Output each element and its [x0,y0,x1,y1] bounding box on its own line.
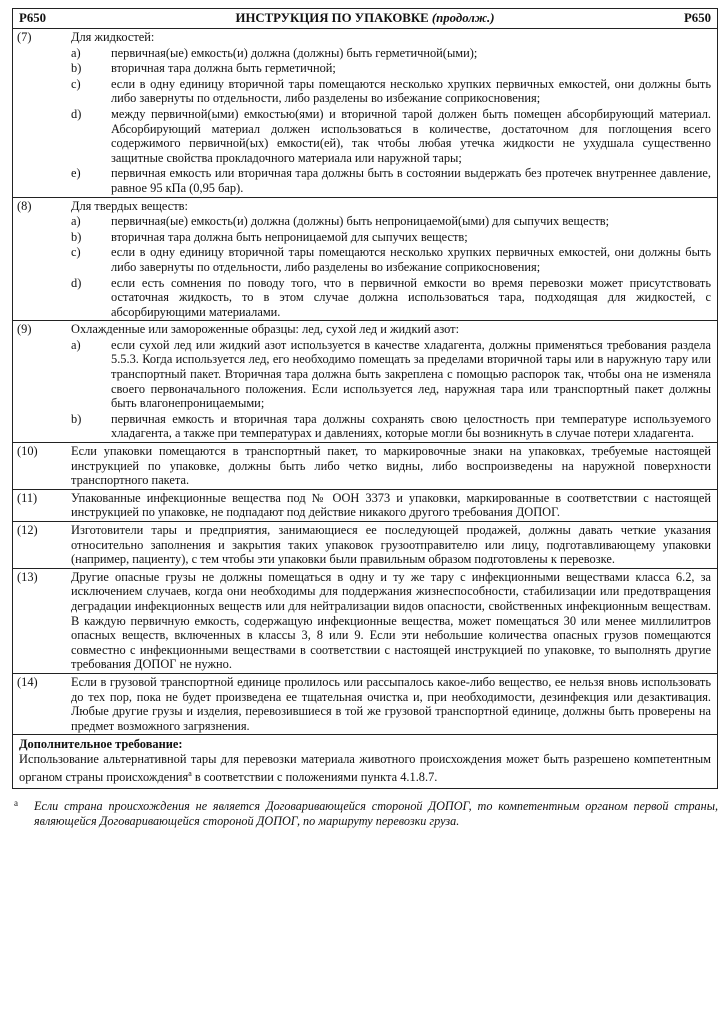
item-letter: c) [71,76,81,91]
item-letter: a) [71,214,81,229]
additional-title: Дополнительное требование: [19,737,183,752]
item-letter: b) [71,229,82,244]
section-12 [13,522,717,569]
list-item [71,214,711,229]
list-item [71,230,711,245]
item-letter: a) [71,337,81,352]
code-right: P650 [683,11,711,26]
item-letter: d) [71,106,82,121]
list-item [71,46,711,61]
item-text: первичная(ые) емкость(и) должна (должны) быть непроницаемой(ыми) для сыпучих веществ; [111,214,610,229]
item-text: первичная(ые) емкость(и) должна (должны) быть герметичной(ыми); [111,45,478,60]
item-text: первичная емкость или вторичная тара должны быть в состоянии выдержать без протечек внутреннее давление, равное 95 кПа (0,95 бар). [111,166,711,195]
item-text: вторичная тара должна быть непроницаемой для сыпучих веществ; [111,229,468,244]
list-item [71,338,711,411]
additional-requirement [13,735,717,788]
section-intro: Охлажденные или замороженные образцы: лед, сухой лед и жидкий азот: [71,322,460,337]
section-text: Упакованные инфекционные вещества под № ООН 3373 и упаковки, маркированные в соответствии с настоящей инструкцией по упаковке, не подпадают под действие никакого другого требования ДОПОГ. [71,490,711,520]
additional-text: Использование альтернативной тары для перевозки материала животного происхождения может быть разрешено компетентным органом страны происхождения$^a$ в соответствии с положениями пункта 4.1.8.7. [19,751,711,784]
section-text: Другие опасные грузы не должны помещаться в одну и ту же тару с инфекционными веществами класса 6.2, за исключением случаев, когда они необходимы для поддержания жизнеспособности, стабилизации или предотвращения деградации инфекционных веществ или для нейтрализации видов опасности, свойственных инфекционным веществам. В каждую первичную емкость, содержащую инфекционные вещества, может помещаться 30 или менее миллилитров опасных веществ, включенных в классы 3, 8 или 9. Если эти небольшие количества опасных грузов помещаются совместно с инфекционными веществами в соответствии с настоящей инструкцией по упаковке, то выполнять другие требования ДОПОГ не нужно. [71,569,711,672]
section-intro: Для твердых веществ: [71,198,188,213]
list-item [71,61,711,76]
section-number: (10) [17,444,38,459]
item-letter: b) [71,411,82,426]
section-text: Изготовители тары и предприятия, занимающиеся ее последующей продажей, должны давать четкие указания относительно заполнения и закрытия таких упаковок грузоотправителю или лицу, подготавливающему упаковки (например, пациенту), с тем чтобы эти упаковки были правильным образом подготовлены к перевозке. [71,523,711,567]
item-text: первичная емкость и вторичная тара должны сохранять свою целостность при температуре используемого хладагента, а также при температурах и давлениях, которые могли бы возникнуть в случае потери хладагента. [111,411,711,441]
item-letter: d) [71,275,82,290]
list-item [71,276,711,320]
list-item [71,77,711,106]
instruction-table [12,8,718,789]
section-number: (13) [17,569,38,584]
item-letter: a) [71,45,81,60]
page-title: ИНСТРУКЦИЯ ПО УПАКОВКЕ (продолж.) [235,11,495,26]
item-text: если есть сомнения по поводу того, что в первичной емкости во время перевозки может присутствовать остаточная жидкость, то в этом случае должна использоваться тара, подходящая для жидкостей, с абсорбирующими материалами. [111,275,711,319]
list-item [71,166,711,195]
section-number: (11) [17,490,38,505]
item-letter: c) [71,245,81,260]
item-text: если в одну единицу вторичной тары помещаются несколько хрупких первичных емкостей, они должны быть либо завернуты по отдельности, либо разделены во избежание соприкосновения; [111,245,711,274]
item-text: вторичная тара должна быть герметичной; [111,61,336,76]
item-letter: e) [71,166,81,181]
section-number: (12) [17,523,38,537]
list-item [71,245,711,274]
section-9 [13,321,717,443]
footnote-text: Если страна происхождения не является Договаривающейся стороной ДОПОГ, то компетентным органом первой страны, являющейся Договаривающейся стороной ДОПОГ, по маршруту перевозки груза. [34,799,718,828]
section-11 [13,490,717,522]
section-number: (7) [17,30,32,44]
list-item [71,412,711,441]
code-left: P650 [19,11,47,26]
item-letter: b) [71,61,82,76]
section-text: Если упаковки помещаются в транспортный пакет, то маркировочные знаки на упаковках, требуемые настоящей инструкцией по упаковке, должны быть либо четко видны, либо воспроизведены на наружной поверхности транспортного пакета. [71,444,711,488]
footnote-mark: a [14,798,18,809]
document-page [12,8,718,828]
table-header [13,9,717,29]
list-item [71,107,711,165]
section-14 [13,674,717,735]
section-10 [13,443,717,490]
footnote [12,799,718,828]
section-text: Если в грузовой транспортной единице пролилось или рассыпалось какое-либо вещество, ее нельзя вновь использовать до тех пор, пока не будет произведена ее тщательная очистка и, при необходимости, дезинфекция или дезактивация. Любые другие грузы и изделия, перевозившиеся в той же грузовой транспортной единице, должны быть проверены на предмет возможного загрязнения. [71,674,711,733]
sections-container [13,29,717,735]
section-8 [13,198,717,322]
section-7 [13,29,717,198]
item-text: между первичной(ыми) емкостью(ями) и вторичной тарой должен быть помещен абсорбирующий материал. Абсорбирующий материал должен использоваться в количестве, достаточном для поглощения всего содержимого первичной(ых) емкости(ей), так чтобы любая утечка жидкости не ухудшала существенно защитные свойства прокладочного материала или наружной тары; [111,106,711,165]
section-13 [13,569,717,674]
section-number: (9) [17,322,32,337]
section-number: (14) [17,674,38,689]
item-text: если сухой лед или жидкий азот используется в качестве хладагента, должны применяться требования раздела 5.5.3. Когда используется лед, его необходимо помещать за пределами вторичной тары или в наружную тару или транспортный пакет. Вторичная тара должна быть закреплена с помощью распорок так, чтобы она не изменяла своего первоначального положения. Если используется лед, наружная тара или транспортный пакет должны быть влагонепроницаемыми; [111,337,711,411]
section-intro: Для жидкостей: [71,30,155,44]
section-number: (8) [17,198,32,213]
item-text: если в одну единицу вторичной тары помещаются несколько хрупких первичных емкостей, они должны быть либо завернуты по отдельности, либо разделены во избежание соприкосновения; [111,76,711,106]
